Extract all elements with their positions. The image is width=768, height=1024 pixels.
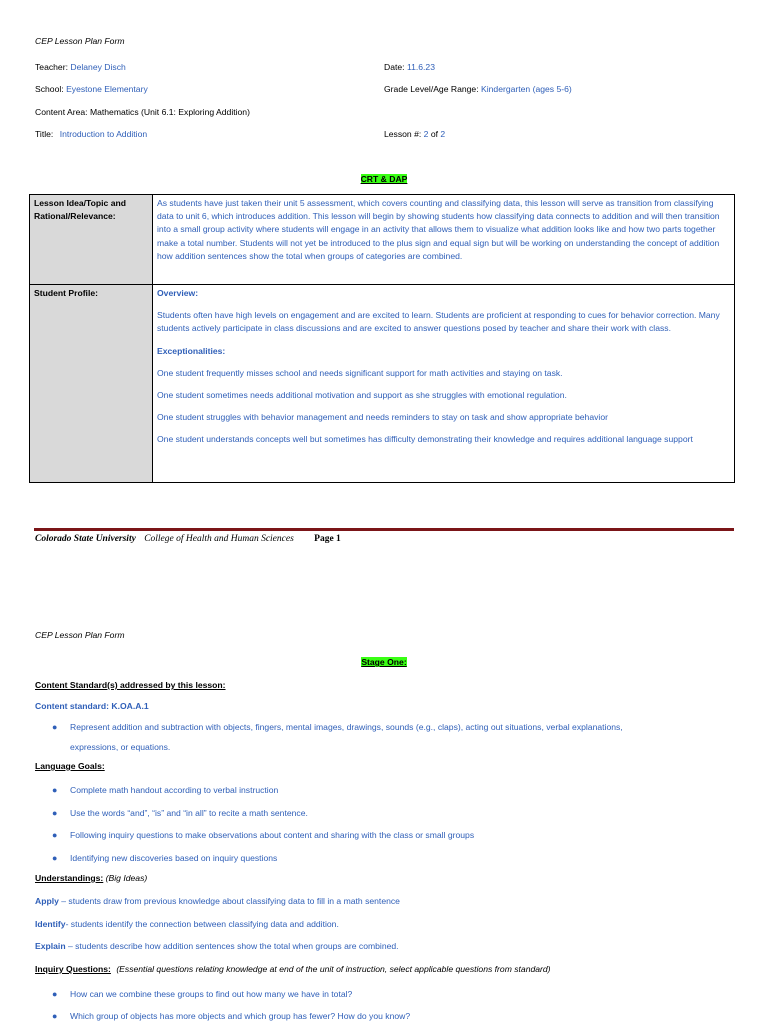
apply-line — [35, 896, 400, 906]
explain-text: – students describe how addition sentences show the total when groups are combined. — [65, 941, 399, 951]
school-label: School: — [35, 84, 64, 94]
identify-text: - students identify the connection between classifying data and addition. — [65, 919, 339, 929]
footer-page-number: Page 1 — [314, 534, 341, 544]
understandings-note: (Big Ideas) — [105, 873, 148, 883]
stage-one-heading-wrap — [0, 657, 768, 667]
lesson-plan-table — [29, 194, 735, 483]
apply-label: Apply — [35, 896, 59, 906]
date-value: 11.6.23 — [406, 62, 435, 72]
overview-text: Students often have high levels on engagement and are excited to learn. Students are proficient at responding to cues for behavior correction. Many students actively participate in class discussions and are excited to answer questions posed by teacher and share their work with class. — [157, 310, 720, 334]
inquiry-question: Which group of objects has more objects and which group has fewer? How do you know? — [70, 1011, 411, 1021]
grade-value: Kindergarten (ages 5-6) — [481, 84, 572, 94]
bullet-icon: ● — [52, 785, 58, 795]
content-standard: Content standard: K.OA.A.1 — [35, 701, 149, 711]
form-title: CEP Lesson Plan Form — [35, 36, 125, 46]
crt-dap-heading: CRT & DAP — [360, 174, 408, 184]
identify-line — [35, 919, 339, 929]
table-row — [30, 285, 735, 483]
lesson-of: of — [430, 129, 439, 139]
page-footer — [35, 534, 341, 544]
stage-one-heading: Stage One: — [361, 657, 407, 667]
student-profile-content — [153, 285, 735, 483]
standard-bullet-line2: expressions, or equations. — [70, 742, 171, 752]
teacher-field — [35, 62, 126, 72]
overview-heading: Overview: — [157, 288, 199, 298]
bullet-icon: ● — [52, 853, 58, 863]
explain-label: Explain — [35, 941, 66, 951]
footer-college: College of Health and Human Sciences — [144, 534, 294, 544]
date-label: Date: — [384, 62, 405, 72]
content-standards-heading: Content Standard(s) addressed by this lesson: — [35, 680, 226, 690]
teacher-label: Teacher: — [35, 62, 68, 72]
explain-line — [35, 941, 399, 951]
date-field — [384, 62, 435, 72]
footer-divider — [34, 528, 734, 531]
identify-label: Identify — [35, 919, 66, 929]
language-goal: Complete math handout according to verbal instruction — [70, 785, 279, 795]
teacher-value: Delaney Disch — [70, 62, 126, 72]
inquiry-note: (Essential questions relating knowledge at end of the unit of instruction, select applicable questions from standard) — [116, 964, 551, 974]
bullet-icon: ● — [52, 1011, 58, 1021]
inquiry-question: How can we combine these groups to find out how many we have in total? — [70, 989, 353, 999]
language-goal: Identifying new discoveries based on inquiry questions — [70, 853, 278, 863]
school-field — [35, 84, 148, 94]
bullet-icon: ● — [52, 989, 58, 999]
apply-text: – students draw from previous knowledge about classifying data to fill in a math sentence — [58, 896, 400, 906]
lesson-number: 2 — [423, 129, 429, 139]
language-goal: Use the words “and”, “is” and “in all” to recite a math sentence. — [70, 808, 308, 818]
rationale-text: As students have just taken their unit 5 assessment, which covers counting and classifying data, this lesson will serve as transition from classifying data to unit 6, which introduces addition. This lesson will begin by showing students how classifying data connects to addition and will then transition into a small group activity where students will engage in an activity that allows them to visualize what addition looks like and how two parts together make a total number. Students will not yet be introduced to the plus sign and equal sign but will be working on understanding the concept of addition how addition sentences show the total when groups of categories are combined. — [153, 195, 735, 285]
content-area: Content Area: Mathematics (Unit 6.1: Exploring Addition) — [35, 107, 250, 117]
lesson-number-field — [384, 129, 445, 139]
inquiry-heading-line — [35, 964, 551, 974]
standard-bullet-line1: Represent addition and subtraction with objects, fingers, mental images, drawings, sounds (e.g., claps), acting out situations, verbal explanations, — [70, 722, 623, 732]
title-value: Introduction to Addition — [59, 129, 148, 139]
grade-field — [384, 84, 572, 94]
inquiry-heading: Inquiry Questions: — [35, 964, 111, 974]
form-title-page2: CEP Lesson Plan Form — [35, 630, 125, 640]
exceptionality-item: One student frequently misses school and needs significant support for math activities and staying on task. — [157, 367, 563, 378]
grade-label: Grade Level/Age Range: — [384, 84, 479, 94]
language-goal: Following inquiry questions to make observations about content and sharing with the class or small groups — [70, 830, 475, 840]
language-goals-heading: Language Goals: — [35, 761, 105, 771]
understandings-heading: Understandings: — [35, 873, 104, 883]
footer-university: Colorado State University — [35, 534, 136, 544]
student-profile-label: Student Profile: — [30, 285, 153, 483]
exceptionality-item: One student sometimes needs additional motivation and support as she struggles with emotional regulation. — [157, 390, 567, 401]
title-label: Title: — [35, 129, 54, 139]
exceptionality-item: One student understands concepts well but sometimes has difficulty demonstrating their knowledge and requires additional language support — [157, 434, 693, 445]
title-field — [35, 129, 147, 139]
exceptionality-item: One student struggles with behavior management and needs reminders to stay on task and show appropriate behavior — [157, 412, 608, 423]
bullet-icon: ● — [52, 722, 58, 732]
rationale-label: Lesson Idea/Topic and Rational/Relevance: — [30, 195, 153, 285]
crt-dap-heading-wrap — [0, 174, 768, 184]
school-value: Eyestone Elementary — [66, 84, 148, 94]
understandings-heading-line — [35, 873, 147, 883]
lesson-total: 2 — [440, 129, 446, 139]
exceptionalities-heading: Exceptionalities: — [157, 345, 226, 356]
table-row — [30, 195, 735, 285]
bullet-icon: ● — [52, 830, 58, 840]
lesson-label: Lesson #: — [384, 129, 422, 139]
bullet-icon: ● — [52, 808, 58, 818]
